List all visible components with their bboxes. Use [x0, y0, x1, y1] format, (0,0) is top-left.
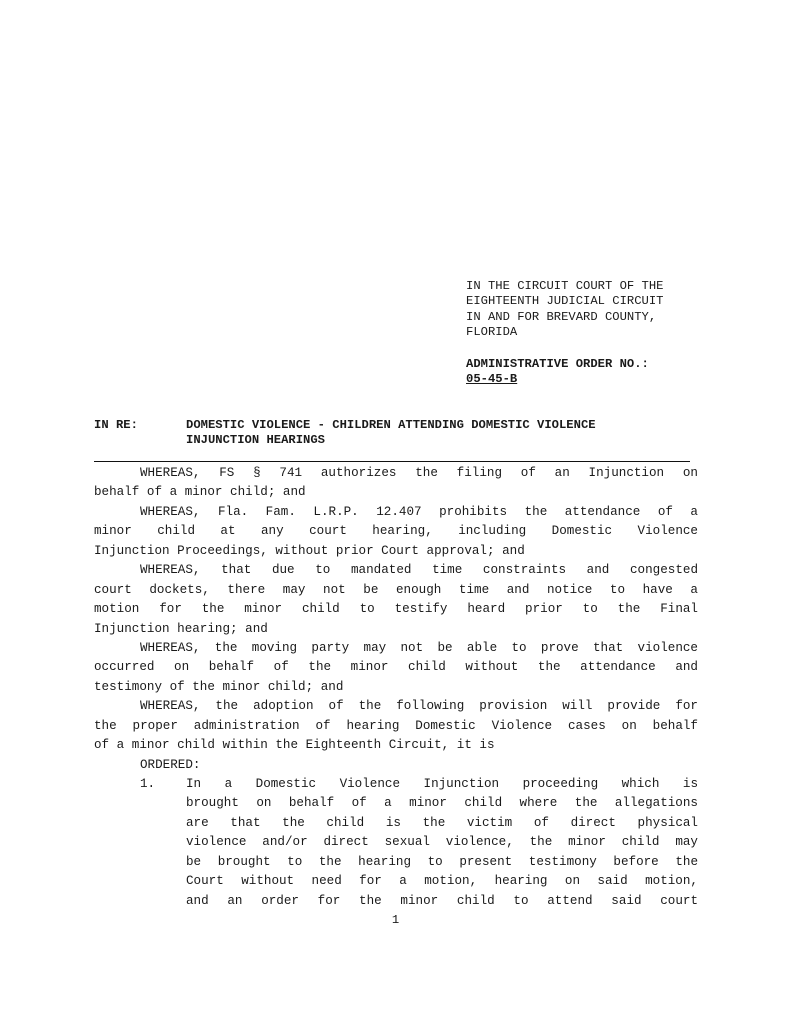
ordered-item-line: and an order for the minor child to attend said court — [186, 893, 698, 908]
body-line: WHEREAS, the moving party may not be able to prove that violence — [140, 640, 698, 655]
order-label: ADMINISTRATIVE ORDER NO.: — [466, 357, 649, 371]
in-re-subject — [186, 418, 706, 449]
body-line: WHEREAS, FS § 741 authorizes the filing of an Injunction on — [140, 466, 698, 480]
ordered-item-line: In a Domestic Violence Injunction proceeding which is — [186, 777, 698, 791]
body-line: of a minor child within the Eighteenth Circuit, it is — [94, 738, 495, 753]
heading-divider — [94, 461, 690, 462]
court-caption-line: IN AND FOR BREVARD COUNTY, — [466, 309, 657, 324]
body-line: WHEREAS, Fla. Fam. L.R.P. 12.407 prohibits the attendance of a — [140, 504, 698, 519]
body-line: motion for the minor child to testify heard prior to the Final — [94, 602, 698, 617]
ordered-item-number: 1. — [140, 777, 156, 791]
body-line: occurred on behalf of the minor child without the attendance and — [94, 660, 698, 675]
subject-line: INJUNCTION HEARINGS — [186, 433, 325, 448]
body-line: testimony of the minor child; and — [94, 679, 344, 694]
court-caption-line: FLORIDA — [466, 324, 518, 339]
body-line: minor child at any court hearing, including Domestic Violence — [94, 524, 698, 539]
body-line: WHEREAS, that due to mandated time constraints and congested — [140, 563, 698, 578]
ordered-item-line: brought on behalf of a minor child where the allegations — [186, 796, 698, 811]
subject-line: DOMESTIC VIOLENCE - CHILDREN ATTENDING DOMESTIC VIOLENCE — [186, 418, 596, 432]
ordered-item-line: are that the child is the victim of direct physical — [186, 815, 698, 830]
body-line: court dockets, there may not be enough time and notice to have a — [94, 582, 698, 597]
court-caption-line: IN THE CIRCUIT COURT OF THE — [466, 279, 664, 293]
body-line: Injunction hearing; and — [94, 621, 268, 636]
body-line: the proper administration of hearing Domestic Violence cases on behalf — [94, 718, 698, 733]
order-body — [94, 464, 698, 911]
court-caption — [466, 279, 706, 340]
body-line: behalf of a minor child; and — [94, 485, 306, 500]
order-number: 05-45-B — [466, 372, 518, 387]
ordered-item — [94, 775, 698, 911]
ordered-item-line: be brought to the hearing to present testimony before the — [186, 854, 698, 869]
in-re-label: IN RE: — [94, 418, 138, 432]
ordered-item-line: Court without need for a motion, hearing on said motion, — [186, 874, 698, 889]
page-number: 1 — [391, 913, 400, 927]
body-line: Injunction Proceedings, without prior Court approval; and — [94, 543, 525, 558]
ordered-item-line: violence and/or direct sexual violence, the minor child may — [186, 835, 698, 850]
body-line: WHEREAS, the adoption of the following provision will provide for — [140, 699, 698, 714]
administrative-order-number — [466, 357, 649, 388]
ordered-label: ORDERED: — [140, 757, 201, 772]
court-caption-line: EIGHTEENTH JUDICIAL CIRCUIT — [466, 294, 664, 309]
